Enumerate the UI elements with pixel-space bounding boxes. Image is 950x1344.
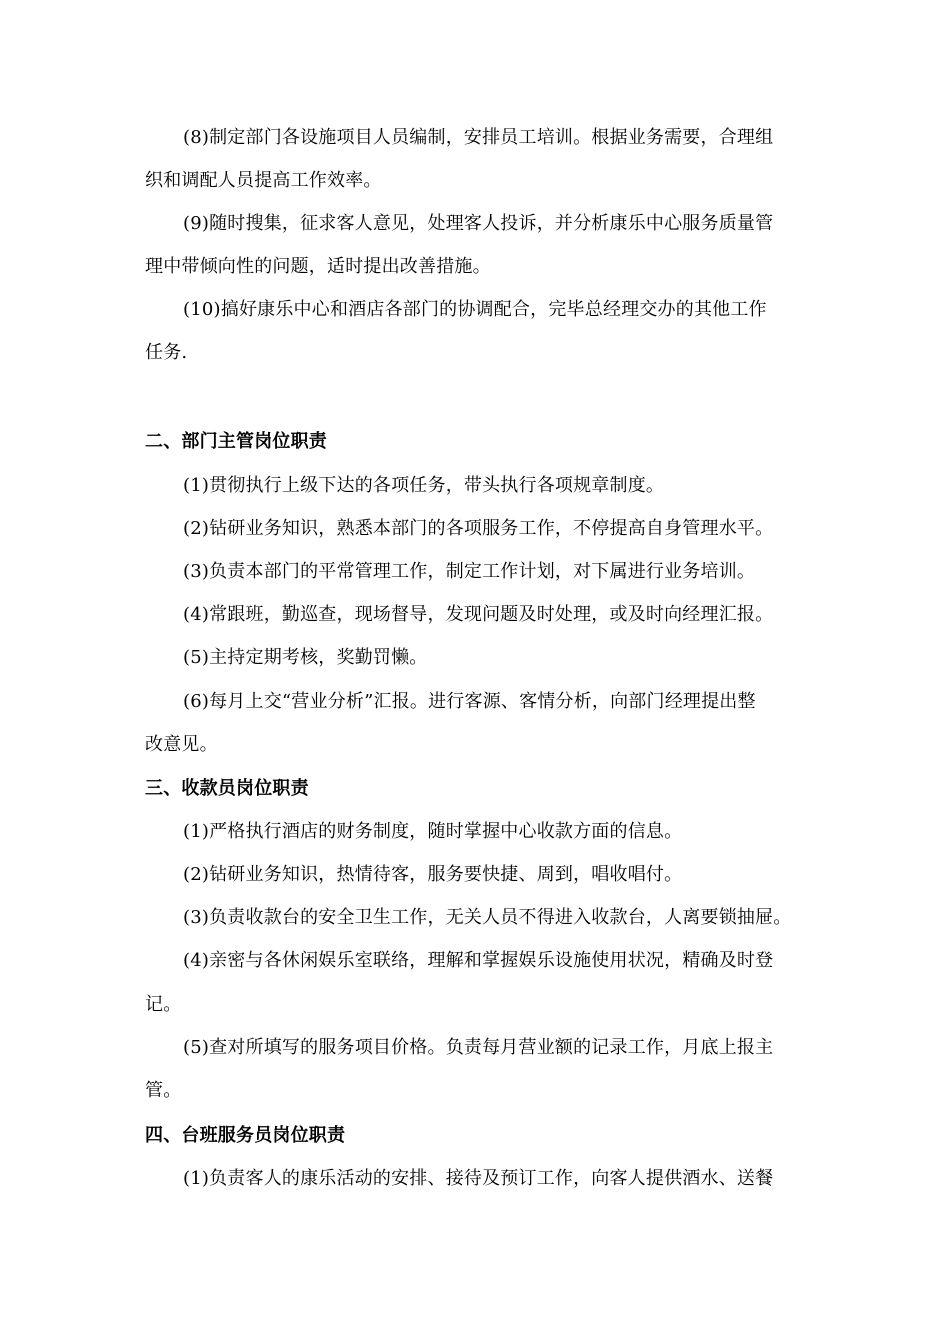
s2-item2: (2)钻研业务知识，熟悉本部门的各项服务工作，不停提高自身管理水平。 — [183, 518, 774, 539]
section3-heading: 三、收款员岗位职责 — [145, 778, 309, 799]
s1-item9-line1: (9)随时搜集，征求客人意见，处理客人投诉，并分析康乐中心服务质量管 — [183, 213, 774, 234]
s2-item5: (5)主持定期考核，奖勤罚懒。 — [183, 647, 428, 668]
s2-item3: (3)负责本部门的平常管理工作，制定工作计划，对下属进行业务培训。 — [183, 561, 756, 582]
s1-item10-line1: (10)搞好康乐中心和酒店各部门的协调配合，完毕总经理交办的其他工作 — [183, 299, 767, 320]
s3-item3: (3)负责收款台的安全卫生工作，无关人员不得进入收款台，人离要锁抽屉。 — [183, 907, 792, 928]
s2-item6-line2: 改意见。 — [145, 734, 218, 755]
section2-heading: 二、部门主管岗位职责 — [145, 431, 327, 452]
s3-item4-line2: 记。 — [145, 994, 182, 1015]
s1-item8-line1: (8)制定部门各设施项目人员编制，安排员工培训。根据业务需要，合理组 — [183, 127, 774, 148]
s2-item6-line1: (6)每月上交“营业分析”汇报。进行客源、客情分析，向部门经理提出整 — [183, 691, 756, 712]
s2-item4: (4)常跟班，勤巡查，现场督导，发现问题及时处理，或及时向经理汇报。 — [183, 604, 774, 625]
s3-item4-line1: (4)亲密与各休闲娱乐室联络，理解和掌握娱乐设施使用状况，精确及时登 — [183, 950, 774, 971]
s2-item1: (1)贯彻执行上级下达的各项任务，带头执行各项规章制度。 — [183, 475, 665, 496]
s3-item5-line1: (5)查对所填写的服务项目价格。负责每月营业额的记录工作，月底上报主 — [183, 1037, 774, 1058]
s3-item1: (1)严格执行酒店的财务制度，随时掌握中心收款方面的信息。 — [183, 821, 683, 842]
section4-heading: 四、台班服务员岗位职责 — [145, 1125, 346, 1146]
s4-item1-line1: (1)负责客人的康乐活动的安排、接待及预订工作，向客人提供酒水、送餐 — [183, 1168, 774, 1189]
s1-item9-line2: 理中带倾向性的问题，适时提出改善措施。 — [145, 256, 491, 277]
s3-item2: (2)钻研业务知识，热情待客，服务要快捷、周到，唱收唱付。 — [183, 864, 683, 885]
s1-item8-line2: 织和调配人员提高工作效率。 — [145, 170, 382, 191]
s1-item10-line2: 任务. — [145, 342, 188, 363]
s3-item5-line2: 管。 — [145, 1080, 182, 1101]
